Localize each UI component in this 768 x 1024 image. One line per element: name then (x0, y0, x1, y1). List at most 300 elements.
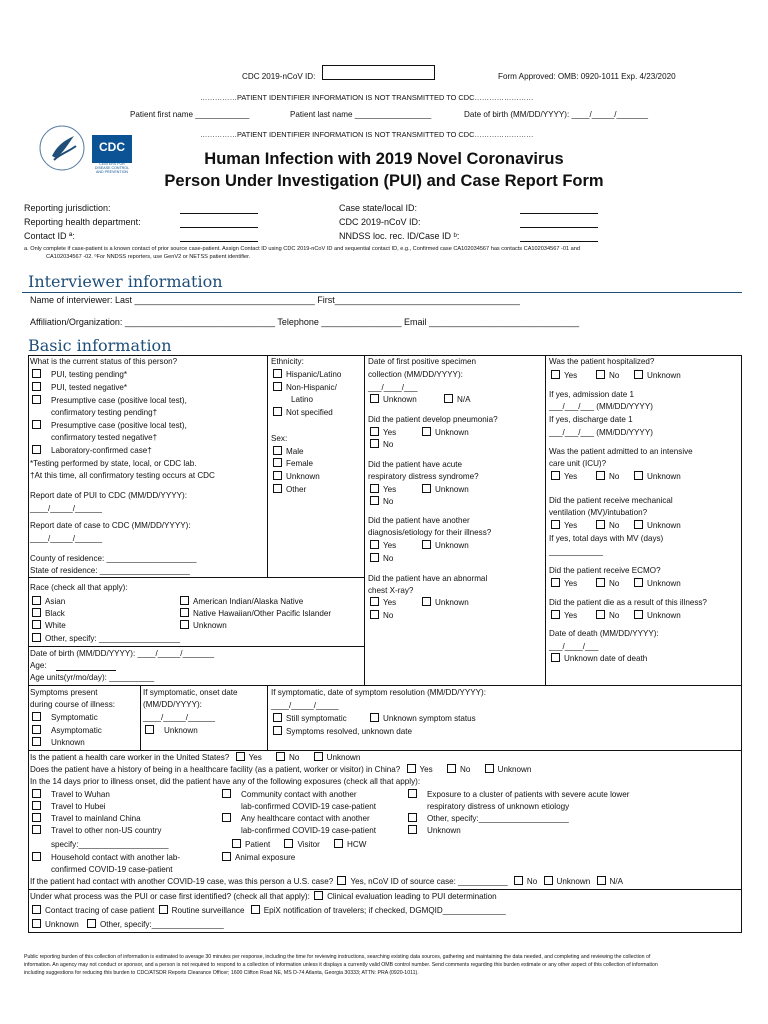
option-label: Unknown date of death (564, 654, 648, 663)
report-case-field[interactable]: ____/_____/______ (30, 534, 103, 543)
checkbox[interactable] (408, 789, 417, 798)
checkbox[interactable] (32, 813, 41, 822)
exp-wuhan[interactable] (32, 789, 110, 801)
checkbox[interactable] (180, 596, 189, 605)
us-case-no-checkbox[interactable] (514, 876, 523, 885)
us-case-yes-checkbox[interactable] (337, 876, 346, 885)
checkbox[interactable] (222, 789, 231, 798)
option-label: No (526, 877, 538, 886)
exp-community-contact[interactable] (222, 789, 357, 801)
option-label: EpiX notification of travelers; if checked, DGMQID______________ (263, 906, 506, 915)
basic-heading: Basic information (28, 336, 172, 355)
option-label: Unknown (326, 753, 361, 762)
status-presumptive-negative[interactable] (32, 420, 187, 432)
ecmo-yes[interactable] (551, 578, 577, 590)
checkbox[interactable] (370, 496, 379, 505)
option-label: Household contact with another lab- (51, 853, 181, 862)
checkbox[interactable] (32, 712, 41, 721)
hcw-row (30, 752, 360, 764)
option-label: Unknown (647, 472, 681, 481)
checkbox[interactable] (273, 484, 282, 493)
icu-unknown[interactable] (634, 471, 681, 483)
checkbox[interactable] (370, 439, 379, 448)
checkbox[interactable] (596, 520, 605, 529)
checkbox[interactable] (634, 471, 643, 480)
option-label: Yes (564, 611, 578, 620)
option-label: N/A (609, 877, 624, 886)
checkbox[interactable] (32, 382, 41, 391)
mv-days-label: If yes, total days with MV (days) (549, 534, 664, 543)
checkbox[interactable] (32, 420, 41, 429)
resolution-field[interactable]: ____/_____/_____ (271, 701, 339, 710)
xray-yes[interactable] (370, 597, 396, 609)
hcw-no-checkbox[interactable] (276, 752, 285, 761)
onset-label: If symptomatic, onset date (143, 688, 238, 697)
exp-animal[interactable] (222, 852, 295, 864)
other-dx-yes[interactable] (370, 540, 396, 552)
option-label: Unknown (435, 485, 469, 494)
option-label: Unknown (435, 428, 469, 437)
form-title-line-2: Person Under Investigation (PUI) and Case Report Form (164, 172, 604, 190)
exp-unknown[interactable] (408, 825, 461, 837)
checkbox[interactable] (180, 620, 189, 629)
checkbox[interactable] (551, 653, 560, 662)
onset-field[interactable]: ____/_____/______ (143, 713, 216, 722)
footnote-a: a. Only complete if case-patient is a known contact of prior source case-patient. Assign Contact ID using CDC 2019-nCoV ID and sequential contact ID, e.g., Confirmed case CA102034567 has contacts CA102034567 -01 and (24, 246, 580, 252)
option-label: Unknown (435, 541, 469, 550)
option-label: Unknown (497, 765, 532, 774)
identified-unknown-checkbox[interactable] (32, 919, 41, 928)
mv-no[interactable] (596, 520, 619, 532)
pos-specimen-label-cont: collection (MM/DD/YYYY): (368, 370, 463, 379)
pneumonia-no[interactable] (370, 439, 393, 451)
ethnicity-label: Ethnicity: (271, 357, 304, 366)
checkbox[interactable] (32, 737, 41, 746)
hospitalized-no[interactable] (596, 370, 619, 382)
option-label: Any healthcare contact with another (241, 814, 370, 823)
checkbox[interactable] (444, 394, 453, 403)
option-label: No (609, 521, 620, 530)
checkbox[interactable] (273, 726, 282, 735)
option-label: N/A (457, 395, 471, 404)
exp-country-specify[interactable]: specify:____________________ (51, 840, 169, 849)
ncov-id-label: CDC 2019-nCoV ID: (242, 72, 316, 81)
state-field[interactable]: State of residence: ____________________ (30, 566, 190, 575)
pos-specimen-label: Date of first positive specimen (368, 357, 476, 366)
checkbox[interactable] (551, 471, 560, 480)
pos-specimen-field[interactable]: ___/____/___ (368, 383, 418, 392)
option-label: No (383, 611, 394, 620)
option-label: Yes (383, 485, 397, 494)
death-unknown[interactable] (551, 653, 647, 665)
checkbox[interactable] (370, 553, 379, 562)
interviewer-affiliation[interactable]: Affiliation/Organization: ______________________________ Telephone ________________ Email ______________________________ (30, 317, 580, 327)
checkbox[interactable] (273, 713, 282, 722)
option-label: Presumptive case (positive local test), (51, 396, 187, 405)
checkbox[interactable] (551, 370, 560, 379)
pos-specimen-na[interactable] (444, 394, 471, 406)
mv-days-field[interactable]: ____________ (549, 547, 604, 556)
died-question: Did the patient die as a result of this illness? (549, 598, 707, 607)
option-label: Native Hawaiian/Other Pacific Islander (193, 609, 332, 618)
notice-top: ……………PATIENT IDENTIFIER INFORMATION IS NOT TRANSMITTED TO CDC…………………… (200, 93, 534, 102)
checkbox[interactable] (408, 813, 417, 822)
checkbox[interactable] (408, 825, 417, 834)
option-label: No (383, 440, 394, 449)
ethnicity-non-hispanic[interactable] (273, 382, 337, 394)
ethnicity-not-specified[interactable] (273, 407, 333, 419)
option-label: Unknown (286, 472, 320, 481)
race-american-indian[interactable] (180, 596, 303, 608)
discharge-field[interactable]: ___/___/___ (MM/DD/YYYY) (549, 428, 653, 437)
interviewer-heading: Interviewer information (28, 272, 223, 291)
xray-question-cont: chest X-ray? (368, 586, 414, 595)
option-label: Patient (245, 840, 271, 849)
sex-unknown[interactable] (273, 471, 320, 483)
exp-healthcare-contact[interactable] (222, 813, 370, 825)
unknown-symptom-status[interactable] (370, 713, 476, 725)
race-asian[interactable] (32, 596, 65, 608)
us-case-na-checkbox[interactable] (597, 876, 606, 885)
ecmo-unknown[interactable] (634, 578, 681, 590)
ards-no[interactable] (370, 496, 393, 508)
epix-checkbox[interactable] (251, 905, 260, 914)
report-case-label: Report date of case to CDC (MM/DD/YYYY): (30, 521, 191, 530)
checkbox[interactable] (551, 520, 560, 529)
exp-other-country[interactable] (32, 825, 161, 837)
cdc-logo: CDC (92, 135, 132, 163)
option-label: Other (286, 485, 307, 494)
option-label: Yes (383, 428, 397, 437)
patient-dob[interactable]: Date of birth (MM/DD/YYYY): ____/_____/_______ (464, 110, 649, 119)
race-label: Race (check all that apply): (30, 583, 128, 592)
symptomatic[interactable] (32, 712, 98, 724)
option-label: Unknown (556, 877, 591, 886)
facility-row (30, 764, 531, 776)
checkbox[interactable] (634, 578, 643, 587)
mv-unknown[interactable] (634, 520, 681, 532)
status-pui-pending[interactable] (32, 369, 127, 381)
checkbox[interactable] (32, 852, 41, 861)
checkbox[interactable] (370, 394, 379, 403)
patient-last-name[interactable]: Patient last name _________________ (290, 110, 432, 119)
option-label: Non-Hispanic/ (286, 383, 337, 392)
option-label: Clinical evaluation leading to PUI determination (327, 892, 497, 901)
pneumonia-yes[interactable] (370, 427, 396, 439)
option-label: No (609, 579, 620, 588)
checkbox[interactable] (370, 427, 379, 436)
symptoms-label: Symptoms present (30, 688, 98, 697)
option-label: Travel to Wuhan (51, 790, 110, 799)
checkbox[interactable] (180, 608, 189, 617)
option-label: Unknown (164, 726, 198, 735)
reporting-jurisdiction-label: Reporting jurisdiction: (24, 203, 111, 213)
option-label: Symptomatic (51, 713, 98, 722)
checkbox[interactable] (422, 597, 431, 606)
option-label: Unknown (427, 826, 461, 835)
testing-note: *Testing performed by state, local, or CDC lab. (30, 459, 197, 468)
us-case-unknown-checkbox[interactable] (544, 876, 553, 885)
hcw-yes-checkbox[interactable] (236, 752, 245, 761)
icu-no[interactable] (596, 471, 619, 483)
report-pui-field[interactable]: ____/_____/______ (30, 504, 103, 513)
checkbox[interactable] (551, 578, 560, 587)
still-symptomatic[interactable] (273, 713, 347, 725)
checkbox[interactable] (370, 540, 379, 549)
option-label: Contact tracing of case patient (45, 906, 155, 915)
symptoms-resolved-unknown[interactable] (273, 726, 412, 738)
checkbox[interactable] (32, 369, 41, 378)
sex-female[interactable] (273, 458, 313, 470)
option-label: Female (286, 459, 313, 468)
checkbox[interactable] (370, 610, 379, 619)
clinical-eval-checkbox[interactable] (314, 891, 323, 900)
option-label: Unknown (647, 521, 681, 530)
option-label: Yes (564, 371, 578, 380)
dob-field[interactable]: Date of birth (MM/DD/YYYY): ____/_____/_______ (30, 649, 215, 658)
checkbox[interactable] (596, 578, 605, 587)
ards-question-cont: respiratory distress syndrome? (368, 472, 479, 481)
checkbox[interactable] (370, 713, 379, 722)
testing-note-cdc: †At this time, all confirmatory testing occurs at CDC (30, 471, 215, 480)
sex-label: Sex: (271, 434, 288, 443)
race-native-hawaiian[interactable] (180, 608, 331, 620)
checkbox[interactable] (273, 369, 282, 378)
sex-other[interactable] (273, 484, 306, 496)
patient-checkbox[interactable] (232, 839, 241, 848)
status-pui-negative[interactable] (32, 382, 127, 394)
option-label: No (383, 554, 394, 563)
other-dx-no[interactable] (370, 553, 393, 565)
visitor-checkbox[interactable] (284, 839, 293, 848)
checkbox[interactable] (273, 446, 282, 455)
hospitalized-yes[interactable] (551, 370, 577, 382)
checkbox[interactable] (32, 620, 41, 629)
status-lab-confirmed[interactable] (32, 445, 152, 457)
other-dx-question-cont: diagnosis/etiology for their illness? (368, 528, 492, 537)
hospitalized-unknown[interactable] (634, 370, 681, 382)
reporting-department-field[interactable] (180, 218, 258, 228)
checkbox[interactable] (32, 789, 41, 798)
option-label: PUI, tested negative* (51, 383, 128, 392)
cdc-logo-subtitle: CENTERS FOR DISEASE CONTROL AND PREVENTION (94, 162, 130, 174)
onset-label-cont: (MM/DD/YYYY): (143, 700, 202, 709)
symptoms-unknown[interactable] (32, 737, 85, 749)
checkbox[interactable] (222, 813, 231, 822)
admission-label: If yes, admission date 1 (549, 390, 635, 399)
county-field[interactable]: County of residence: ____________________ (30, 554, 197, 563)
routine-surveillance-checkbox[interactable] (159, 905, 168, 914)
exp-household[interactable] (32, 852, 180, 864)
ards-unknown[interactable] (422, 484, 469, 496)
option-label: Unknown (51, 738, 85, 747)
checkbox[interactable] (596, 471, 605, 480)
pos-specimen-unknown[interactable] (370, 394, 417, 406)
option-label: Unknown (383, 395, 417, 404)
icu-yes[interactable] (551, 471, 577, 483)
death-date-label: Date of death (MM/DD/YYYY): (549, 629, 659, 638)
checkbox[interactable] (145, 725, 154, 734)
ards-yes[interactable] (370, 484, 396, 496)
option-label-cont: respiratory distress of unknown etiology (427, 802, 570, 811)
checkbox[interactable] (273, 458, 282, 467)
contact-id-field[interactable] (180, 232, 258, 242)
xray-no[interactable] (370, 610, 393, 622)
checkbox[interactable] (370, 597, 379, 606)
checkbox[interactable] (422, 484, 431, 493)
race-white[interactable] (32, 620, 66, 632)
mv-question-cont: ventilation (MV)/intubation? (549, 508, 648, 517)
race-black[interactable] (32, 608, 65, 620)
checkbox[interactable] (32, 445, 41, 454)
pneumonia-unknown[interactable] (422, 427, 469, 439)
checkbox[interactable] (551, 610, 560, 619)
checkbox[interactable] (422, 427, 431, 436)
checkbox[interactable] (422, 540, 431, 549)
option-label: Other, specify: __________________ (45, 634, 181, 643)
option-label: Not specified (286, 408, 333, 417)
checkbox[interactable] (596, 610, 605, 619)
option-label: American Indian/Alaska Native (193, 597, 304, 606)
status-presumptive-pending[interactable] (32, 395, 187, 407)
option-label-cont: Latino (291, 395, 314, 404)
pneumonia-question: Did the patient develop pneumonia? (368, 415, 498, 424)
race-unknown[interactable] (180, 620, 227, 632)
contact-tracing-checkbox[interactable] (32, 905, 41, 914)
age-units-field[interactable]: Age units(yr/mo/day): __________ (30, 673, 155, 682)
option-label: No (609, 371, 620, 380)
notice-bottom: ……………PATIENT IDENTIFIER INFORMATION IS NOT TRANSMITTED TO CDC…………………… (200, 130, 534, 139)
checkbox[interactable] (273, 471, 282, 480)
case-state-local-field[interactable] (520, 204, 598, 214)
died-yes[interactable] (551, 610, 577, 622)
exp-contact-role (232, 839, 366, 851)
symptoms-label-cont: during course of illness: (30, 700, 116, 709)
checkbox[interactable] (370, 484, 379, 493)
age-label: Age: (30, 661, 47, 670)
option-label: Travel to Hubei (51, 802, 106, 811)
option-label: Yes (564, 472, 578, 481)
exp-cluster[interactable] (408, 789, 629, 801)
died-unknown[interactable] (634, 610, 681, 622)
checkbox[interactable] (273, 407, 282, 416)
exp-hubei[interactable] (32, 801, 106, 813)
interviewer-name[interactable]: Name of interviewer: Last ____________________________________ First_____________________________________ (30, 295, 520, 305)
option-label: Male (286, 447, 304, 456)
option-label: Travel to mainland China (51, 814, 141, 823)
checkbox[interactable] (32, 608, 41, 617)
checkbox[interactable] (634, 370, 643, 379)
cdc-ncov-id-field[interactable] (520, 218, 598, 228)
checkbox[interactable] (32, 633, 41, 642)
patient-first-name[interactable]: Patient first name ____________ (130, 110, 250, 119)
reporting-jurisdiction-field[interactable] (180, 204, 258, 214)
icu-question-cont: care unit (ICU)? (549, 459, 607, 468)
reporting-department-label: Reporting health department: (24, 217, 141, 227)
facility-no-checkbox[interactable] (447, 764, 456, 773)
checkbox[interactable] (32, 596, 41, 605)
option-label: No (289, 753, 300, 762)
option-label: Travel to other non-US country (51, 826, 162, 835)
xray-unknown[interactable] (422, 597, 469, 609)
died-no[interactable] (596, 610, 619, 622)
option-label: Unknown (435, 598, 469, 607)
checkbox[interactable] (634, 520, 643, 529)
option-label: Presumptive case (positive local test), (51, 421, 187, 430)
ards-question: Did the patient have acute (368, 460, 463, 469)
facility-question: Does the patient have a history of being in a healthcare facility (as a patient, worker or visitor) in China? (30, 765, 401, 774)
onset-unknown[interactable] (145, 725, 198, 737)
checkbox[interactable] (596, 370, 605, 379)
checkbox[interactable] (32, 825, 41, 834)
option-label: Animal exposure (235, 853, 296, 862)
discharge-label: If yes, discharge date 1 (549, 415, 633, 424)
identified-question: Under what process was the PUI or case first identified? (check all that apply): (30, 892, 310, 901)
death-date-field[interactable]: ___/____/___ (549, 642, 599, 651)
exp-other[interactable] (408, 813, 569, 825)
option-label: No (609, 611, 620, 620)
nndss-id-field[interactable] (520, 232, 598, 242)
option-label: Unknown (647, 579, 681, 588)
option-label: Yes (248, 753, 262, 762)
option-label: Hispanic/Latino (286, 370, 342, 379)
exposures-question: In the 14 days prior to illness onset, did the patient have any of the following exposures (check all that apply): (30, 777, 421, 786)
us-case-row (30, 876, 623, 888)
mv-yes[interactable] (551, 520, 577, 532)
option-label: PUI, testing pending* (51, 370, 128, 379)
option-label: White (45, 621, 66, 630)
sex-male[interactable] (273, 446, 304, 458)
checkbox[interactable] (222, 852, 231, 861)
ncov-id-field[interactable] (322, 65, 435, 80)
option-label: No (459, 765, 471, 774)
facility-unknown-checkbox[interactable] (485, 764, 494, 773)
option-label: Unknown (45, 920, 79, 929)
ecmo-no[interactable] (596, 578, 619, 590)
burden-line-2: information. An agency may not conduct or sponsor, and a person is not required to respond to a collection of information unless it displays a currently valid OMB control number. Send comments regarding this burden estimate or any other aspect of this collection of information (24, 962, 658, 968)
race-other[interactable] (32, 633, 180, 645)
option-label: Routine surveillance (171, 906, 245, 915)
hcw-unknown-checkbox[interactable] (314, 752, 323, 761)
option-label: Yes (419, 765, 433, 774)
icu-question: Was the patient admitted to an intensive (549, 447, 693, 456)
hcw-checkbox[interactable] (334, 839, 343, 848)
identified-other-checkbox[interactable] (87, 919, 96, 928)
checkbox[interactable] (32, 725, 41, 734)
option-label-cont: lab-confirmed COVID-19 case-patient (241, 802, 376, 811)
checkbox[interactable] (634, 610, 643, 619)
asymptomatic[interactable] (32, 725, 102, 737)
option-label: Unknown symptom status (383, 714, 476, 723)
mv-question: Did the patient receive mechanical (549, 496, 673, 505)
ethnicity-hispanic[interactable] (273, 369, 341, 381)
exp-mainland-china[interactable] (32, 813, 141, 825)
option-label: Yes, nCoV ID of source case: ___________ (350, 877, 508, 886)
admission-field[interactable]: ___/___/___ (MM/DD/YYYY) (549, 402, 653, 411)
hospitalized-question: Was the patient hospitalized? (549, 357, 655, 366)
option-label: Yes (383, 541, 397, 550)
age-field[interactable] (56, 661, 116, 671)
other-dx-unknown[interactable] (422, 540, 469, 552)
checkbox[interactable] (273, 382, 282, 391)
option-label: Still symptomatic (286, 714, 347, 723)
checkbox[interactable] (32, 801, 41, 810)
option-label: Yes (383, 598, 397, 607)
facility-yes-checkbox[interactable] (407, 764, 416, 773)
burden-line-1: Public reporting burden of this collection of information is estimated to average 30 minutes per response, including the time for reviewing instructions, searching existing data sources, gathering and maintaining the data needed, and completing and reviewing the collection of (24, 954, 651, 960)
option-label-cont: confirmatory tested negative† (51, 433, 158, 442)
checkbox[interactable] (32, 395, 41, 404)
